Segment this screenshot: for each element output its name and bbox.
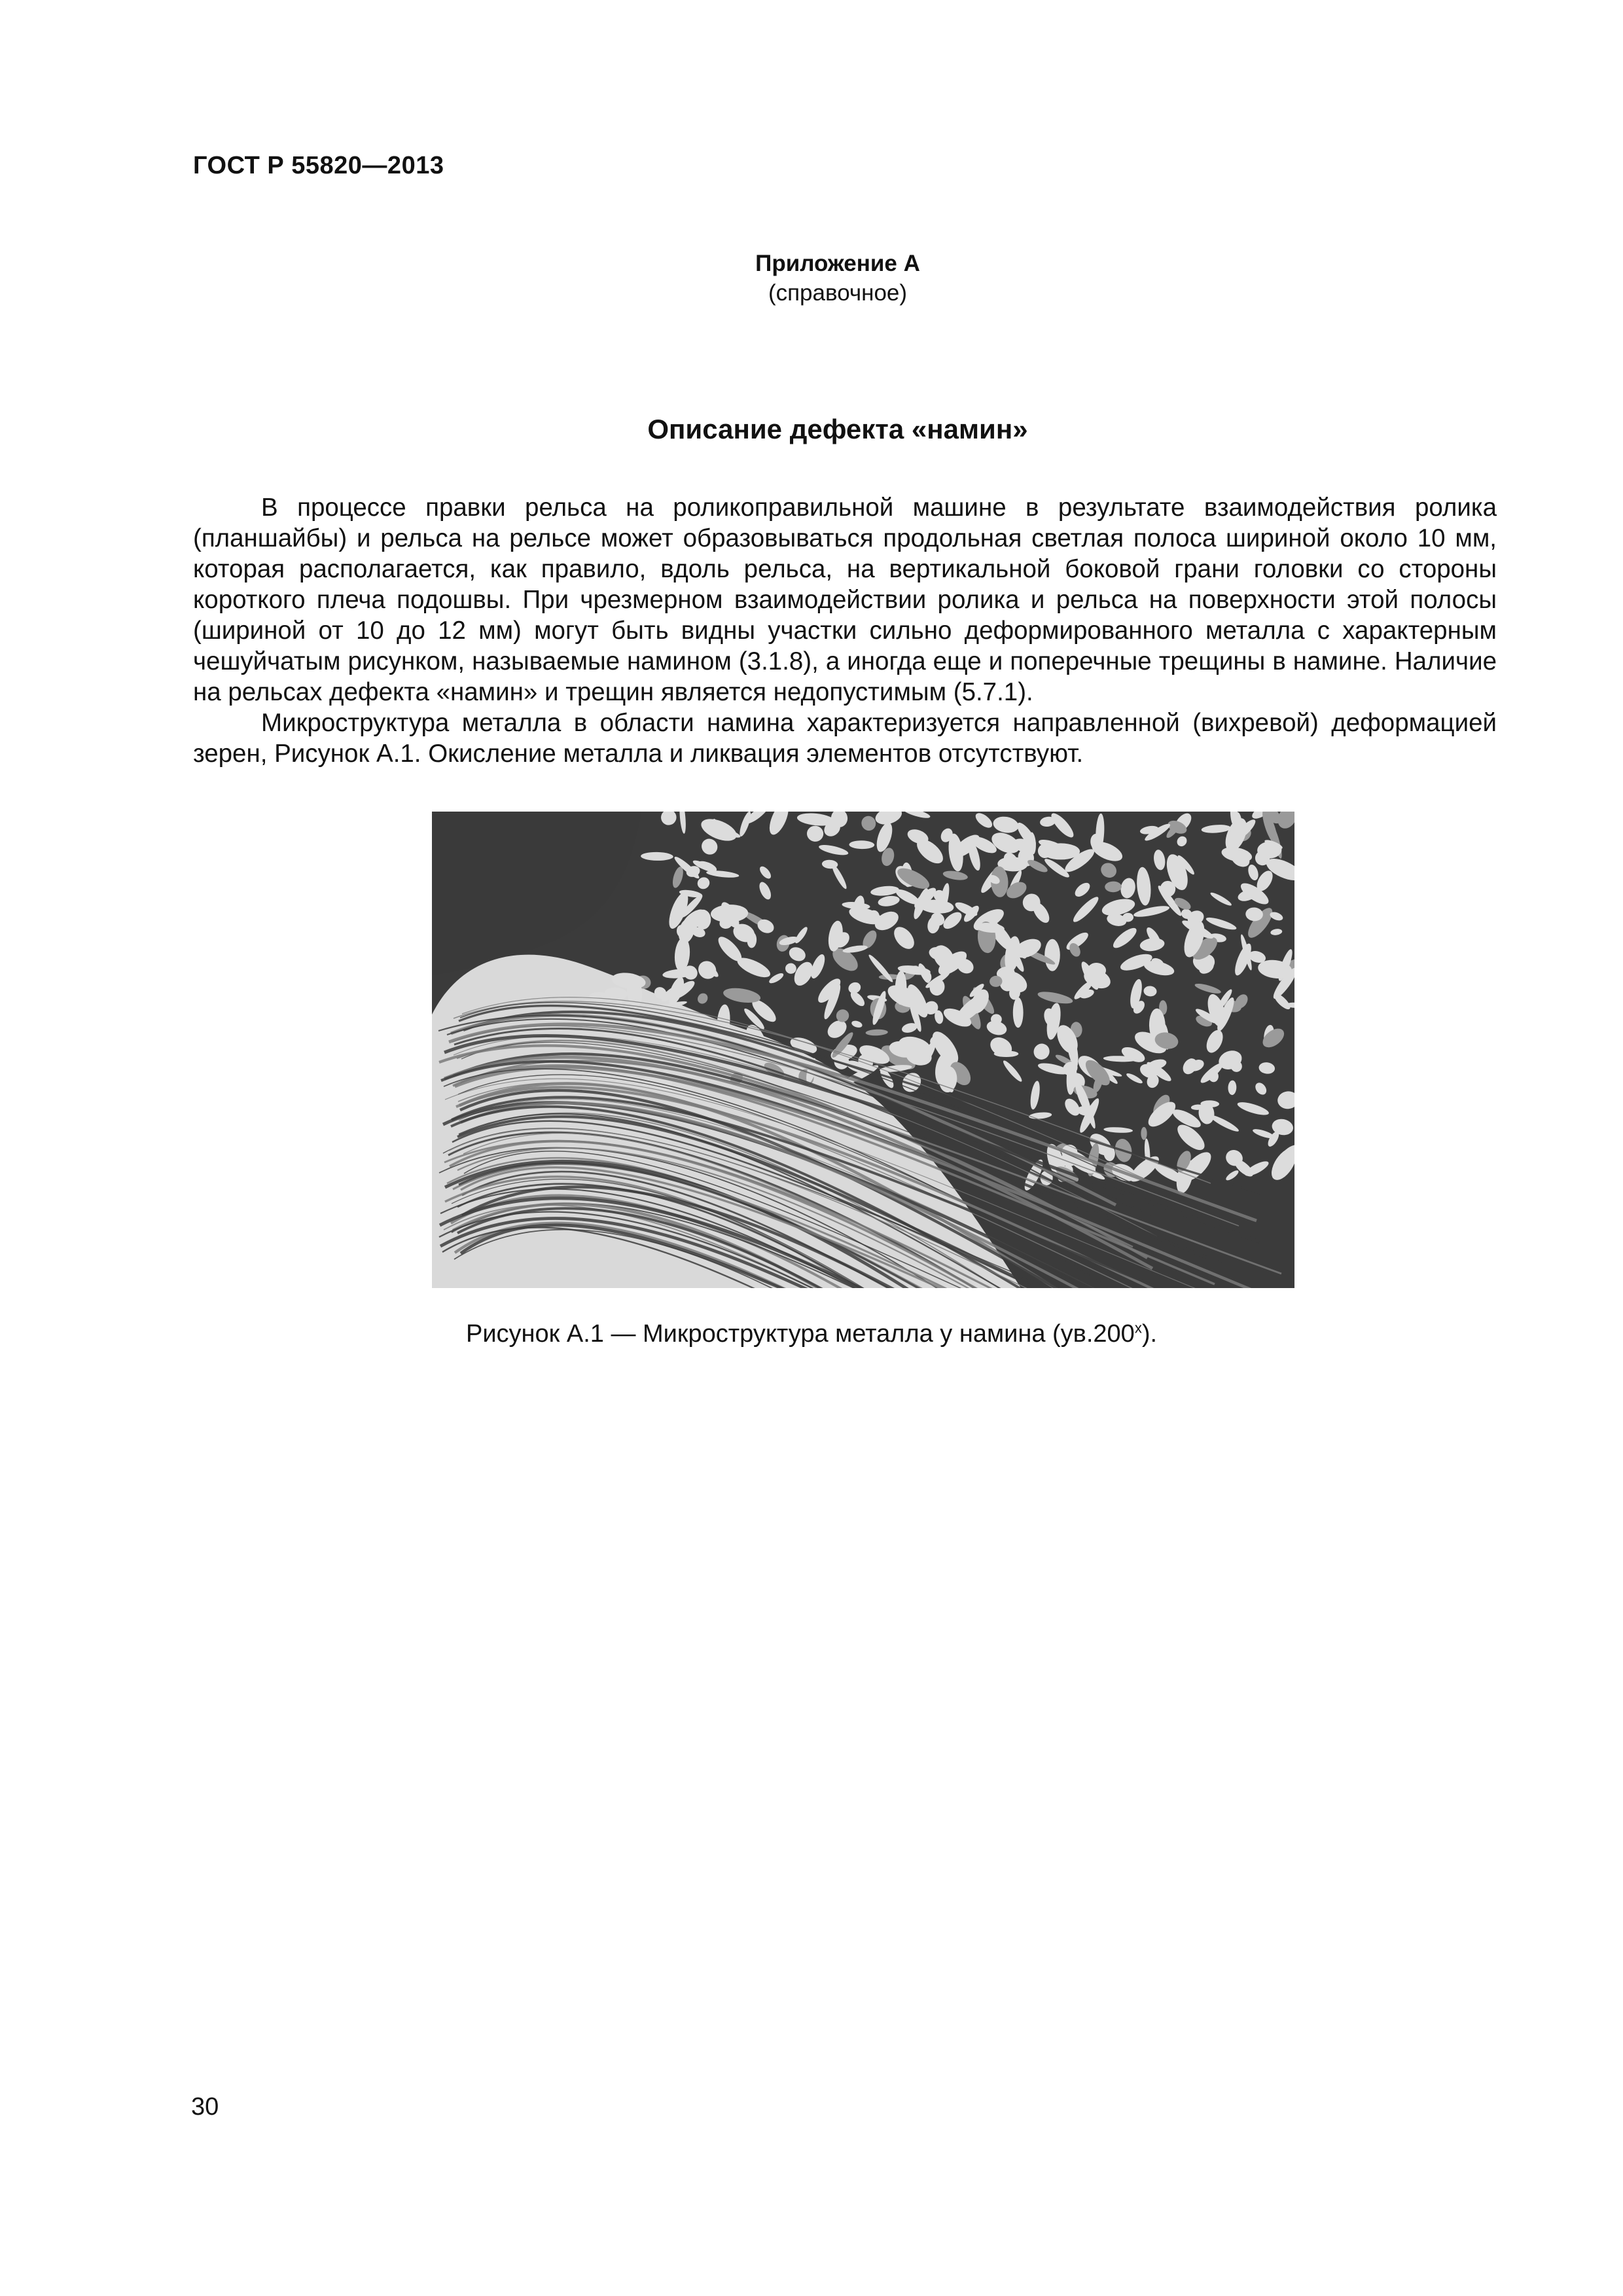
standard-code: ГОСТ Р 55820—2013 [193,152,444,179]
appendix-title: Приложение А [755,251,920,276]
appendix-status: (справочное) [768,280,908,306]
paragraph-2: Микроструктура металла в области намина характеризуется направленной (вихревой) деформацией зерен, Рисунок А.1. Окисление металла и ликвация элементов отсутствуют. [193,709,1497,768]
figure-caption-end: ). [1141,1320,1158,1348]
body-text [193,492,1497,769]
figure-caption-superscript: х [1134,1319,1142,1336]
section-title: Описание дефекта «намин» [647,414,1028,444]
paragraph-1: В процессе правки рельса на роликоправильной машине в результате взаимодействия ролика (планшайбы) и рельса на рельсе может образовываться продольная светлая полоса шириной около 10 мм, которая располагается, как правило, вдоль рельса, на вертикальной боковой грани головки со стороны короткого плеча подошвы. При чрезмерном взаимодействии ролика и рельса на поверхности этой полосы (шириной от 10 до 12 мм) могут быть видны участки сильно деформированного металла с характерным чешуйчатым рисунком, называемые намином (3.1.8), а иногда еще и поперечные трещины в намине. Наличие на рельсах дефекта «намин» и трещин является недопустимым (5.7.1). [193,493,1497,706]
figure-caption-text: Рисунок А.1 — Микроструктура металла у намина (ув.200 [465,1320,1135,1348]
micrograph-image [432,812,1294,1288]
figure-caption [366,1320,1257,1348]
page-number: 30 [191,2093,219,2121]
